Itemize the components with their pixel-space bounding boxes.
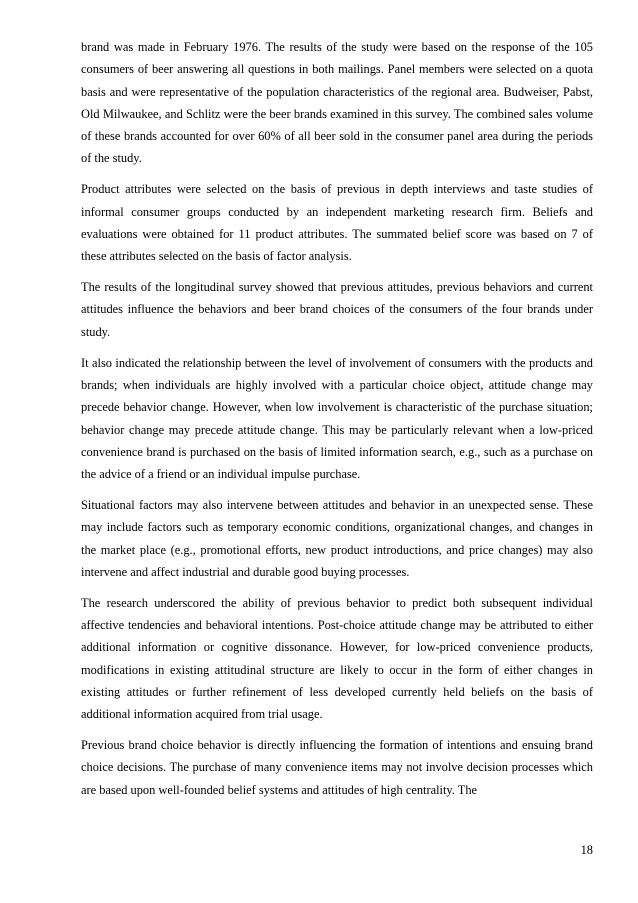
paragraph-6: The research underscored the ability of previous behavior to predict both subsequent individual affective tendencies and behavioral intentions. Post-choice attitude change may be attributed to either additional information or cognitive dissonance. However, for low-priced convenience products, modifications in existing attitudinal structure are likely to occur in the form of either changes in existing attitudes or further refinement of less developed currently held beliefs on the basis of additional information acquired from trial usage. xyxy=(81,595,593,722)
paragraph-2: Product attributes were selected on the basis of previous in depth interviews and taste studies of informal consumer groups conducted by an independent marketing research firm. Beliefs and evaluations were obtained for 11 product attributes. The summated belief score was based on 7 of these attributes selected on the basis of factor analysis. xyxy=(81,182,593,264)
body-text xyxy=(81,36,593,810)
page-number: 18 xyxy=(580,843,593,857)
paragraph-3: The results of the longitudinal survey showed that previous attitudes, previous behaviors and current attitudes influence the behaviors and beer brand choices of the consumers of the four brands under study. xyxy=(81,280,593,339)
paragraph-4: It also indicated the relationship between the level of involvement of consumers with the products and brands; when individuals are highly involved with a particular choice object, attitude change may precede behavior change. However, when low involvement is characteristic of the purchase situation; behavior change may precede attitude change. This may be particularly relevant when a low-priced convenience brand is purchased on the basis of limited information search, e.g., such as a purchase on the advice of a friend or an individual impulse purchase. xyxy=(81,355,593,482)
paragraph-5: Situational factors may also intervene between attitudes and behavior in an unexpected sense. These may include factors such as temporary economic conditions, organizational changes, and changes in the market place (e.g., promotional efforts, new product introductions, and price changes) may also intervene and affect industrial and durable good buying processes. xyxy=(81,498,593,579)
paragraph-1: brand was made in February 1976. The results of the study were based on the response of the 105 consumers of beer answering all questions in both mailings. Panel members were selected on a quota basis and were representative of the population characteristics of the regional area. Budweiser, Pabst, Old Milwaukee, and Schlitz were the beer brands examined in this survey. The combined sales volume of these brands accounted for over 60% of all beer sold in the consumer panel area during the periods of the study. xyxy=(81,40,593,166)
paragraph-7: Previous brand choice behavior is directly influencing the formation of intentions and ensuing brand choice decisions. The purchase of many convenience items may not involve decision processes which are based upon well-founded belief systems and attitudes of high centrality. The xyxy=(81,738,593,797)
